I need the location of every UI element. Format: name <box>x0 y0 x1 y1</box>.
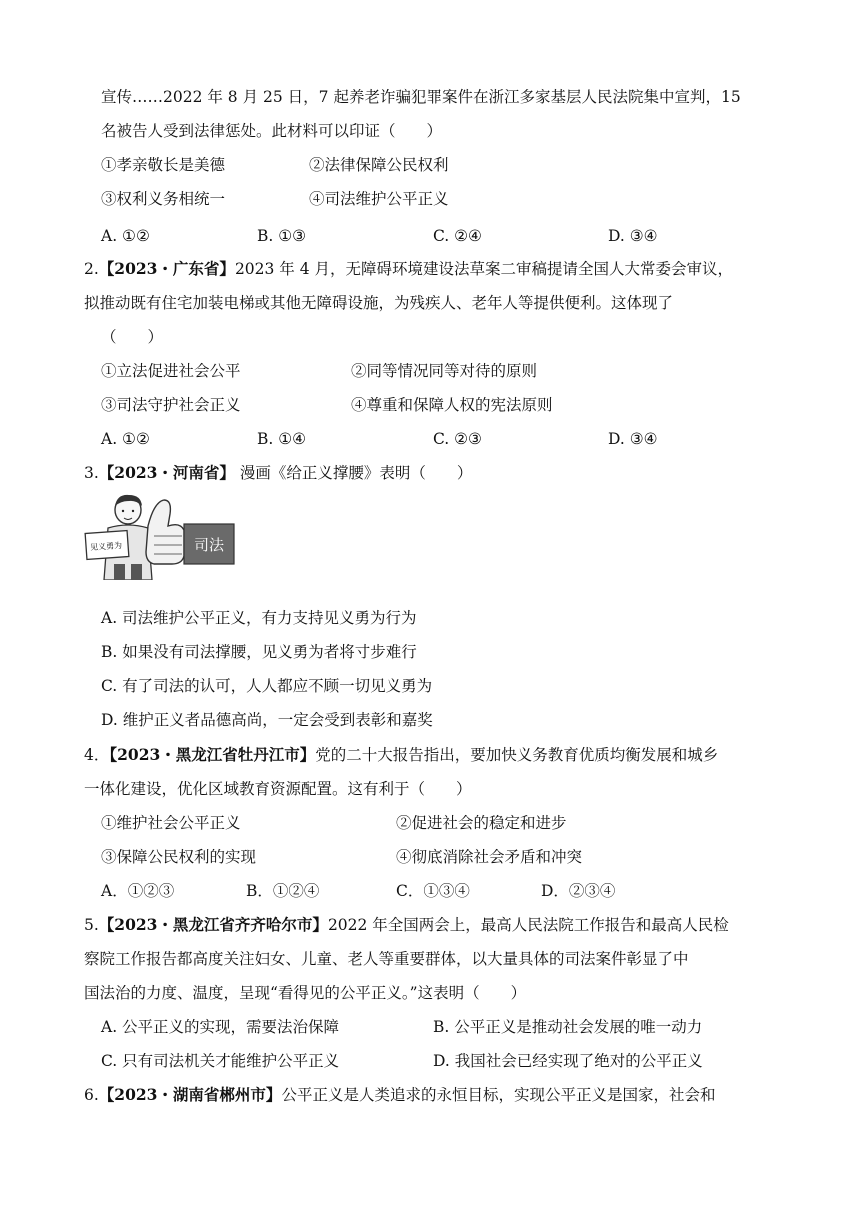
justice-cartoon-image <box>84 492 236 580</box>
q5-option-b: B. 公平正义是推动社会发展的唯一动力 <box>433 1018 703 1036</box>
q2-number: 2. <box>84 260 99 278</box>
q2-choice-b: B. ①④ <box>257 430 307 448</box>
q6-stem-text: 公平正义是人类追求的永恒目标，实现公平正义是国家，社会和 <box>281 1086 716 1104</box>
q2-stem-line-2: 拟推动既有住宅加装电梯或其他无障碍设施，为残疾人、老年人等提供便利。这体现了 <box>84 294 674 312</box>
q4-choice-d: D．②③④ <box>541 882 616 900</box>
q1-stem-line-1: 宣传……2022 年 8 月 25 日，7 起养老诈骗犯罪案件在浙江多家基层人民法院集中宣判，15 <box>101 88 741 106</box>
q4-number: 4． <box>84 746 110 764</box>
q2-stem-text: 2023 年 4 月，无障碍环境建设法草案二审稿提请全国人大常委会审议， <box>234 260 734 278</box>
q5-option-d: D. 我国社会已经实现了绝对的公平正义 <box>433 1052 703 1070</box>
q1-stem-line-2: 名被告人受到法律惩处。此材料可以印证（ ） <box>101 122 443 140</box>
q1-statement-1: ①孝亲敬长是美德 <box>101 156 226 174</box>
q2-choice-d: D. ③④ <box>608 430 658 448</box>
q2-stem-line-1 <box>84 258 733 280</box>
q4-source: 【2023・黑龙江省牡丹江市】 <box>109 745 316 764</box>
q4-stem-text: 党的二十大报告指出，要加快义务教育优质均衡发展和城乡 <box>315 746 719 764</box>
q5-stem-line-1 <box>84 914 729 936</box>
q2-source: 【2023・广东省】 <box>98 259 235 278</box>
q2-statement-1: ①立法促进社会公平 <box>101 362 241 380</box>
q4-choice-a: A．①②③ <box>101 882 175 900</box>
q5-stem-text: 2022 年全国两会上，最高人民法院工作报告和最高人民检 <box>327 916 729 934</box>
q2-stem-line-3: （ ） <box>101 328 164 346</box>
q2-statement-4: ④尊重和保障人权的宪法原则 <box>351 396 553 414</box>
q4-statement-3: ③保障公民权利的实现 <box>101 848 257 866</box>
q3-option-c: C. 有了司法的认可，人人都应不顾一切见义勇为 <box>101 677 433 695</box>
q5-stem-line-2: 察院工作报告都高度关注妇女、儿童、老人等重要群体，以大量具体的司法案件彰显了中 <box>84 950 689 968</box>
q1-choice-c: C. ②④ <box>433 227 482 245</box>
q4-statement-4: ④彻底消除社会矛盾和冲突 <box>396 848 583 866</box>
q1-choice-b: B. ①③ <box>257 227 307 245</box>
q1-choice-a: A. ①② <box>101 227 150 245</box>
q5-stem-line-3: 国法治的力度、温度，呈现“看得见的公平正义。”这表明（ ） <box>84 984 527 1002</box>
q5-option-c: C. 只有司法机关才能维护公平正义 <box>101 1052 340 1070</box>
q3-stem-text: 漫画《给正义撑腰》表明（ ） <box>234 464 473 482</box>
cartoon-sign-text: 见义勇为 <box>89 540 123 553</box>
q2-statement-3: ③司法守护社会正义 <box>101 396 241 414</box>
q6-stem-line-1 <box>84 1084 715 1106</box>
q2-statement-2: ②同等情况同等对待的原则 <box>351 362 538 380</box>
q4-stem-line-1 <box>84 744 718 766</box>
q2-choice-c: C. ②③ <box>433 430 482 448</box>
q3-number: 3. <box>84 464 99 482</box>
q5-option-a: A. 公平正义的实现，需要法治保障 <box>101 1018 340 1036</box>
cartoon-sleeve-text: 司法 <box>193 536 225 554</box>
q1-choice-d: D. ③④ <box>608 227 658 245</box>
q1-statement-4: ④司法维护公平正义 <box>309 190 449 208</box>
q5-source: 【2023・黑龙江省齐齐哈尔市】 <box>98 915 328 934</box>
q3-stem-line-1 <box>84 462 472 484</box>
q5-number: 5. <box>84 916 99 934</box>
q6-number: 6. <box>84 1086 99 1104</box>
q3-option-d: D. 维护正义者品德高尚，一定会受到表彰和嘉奖 <box>101 711 433 729</box>
q4-statement-2: ②促进社会的稳定和进步 <box>396 814 567 832</box>
q3-source: 【2023・河南省】 <box>98 463 235 482</box>
q4-choice-c: C．①③④ <box>396 882 470 900</box>
q4-statement-1: ①维护社会公平正义 <box>101 814 241 832</box>
q4-stem-line-2: 一体化建设，优化区域教育资源配置。这有利于（ ） <box>84 780 472 798</box>
q3-option-a: A. 司法维护公平正义，有力支持见义勇为行为 <box>101 609 417 627</box>
q1-statement-3: ③权利义务相统一 <box>101 190 226 208</box>
q1-statement-2: ②法律保障公民权利 <box>309 156 449 174</box>
q4-choice-b: B．①②④ <box>246 882 320 900</box>
q2-choice-a: A. ①② <box>101 430 150 448</box>
q6-source: 【2023・湖南省郴州市】 <box>98 1085 282 1104</box>
q3-option-b: B. 如果没有司法撑腰，见义勇为者将寸步难行 <box>101 643 417 661</box>
